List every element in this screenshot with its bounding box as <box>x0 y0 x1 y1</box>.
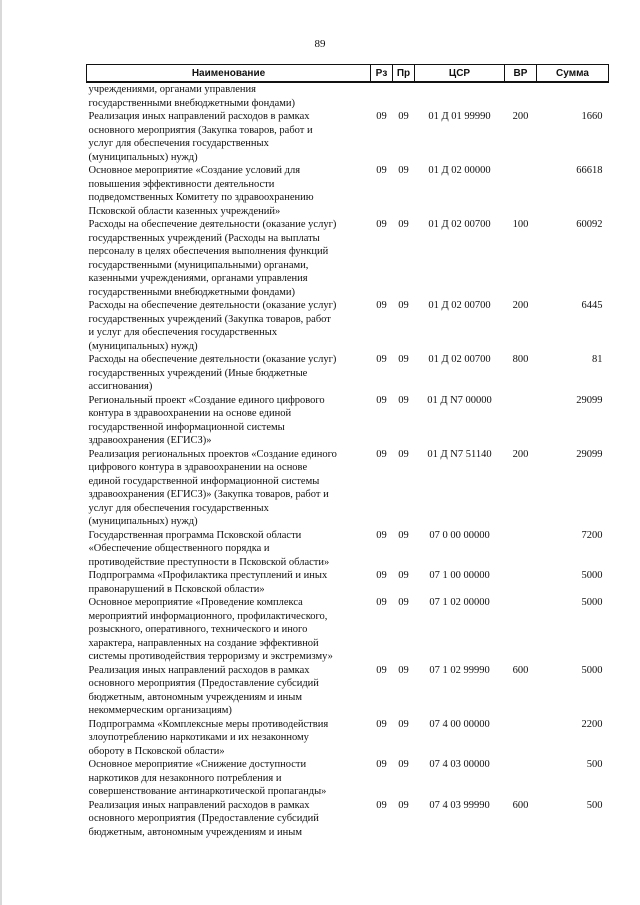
table-body <box>87 82 609 839</box>
header-rz: Рз <box>371 65 393 83</box>
cell-pr: 09 <box>398 300 409 311</box>
cell-csr: 07 4 00 00000 <box>429 718 490 730</box>
cell-sum: 29099 <box>576 448 603 460</box>
cell-name: Расходы на обеспечение деятельности (оказание услуг) государственных учреждений (Расходы на выплаты персоналу в целях обеспечения выполнения функций государственными (муниципальными) органами, казенными учреждениями, органами управления государственными внебюджетными фондами) <box>88 219 337 298</box>
table-row <box>87 596 609 664</box>
cell-pr: 09 <box>398 394 409 406</box>
cell-vr: 200 <box>512 448 529 460</box>
cell-name: Основное мероприятие «Создание условий для повышения эффективности деятельности подведомственных Комитету по здравоохранению Псковской области казенных учреждений» <box>88 165 314 217</box>
cell-vr <box>505 164 537 218</box>
cell-vr <box>505 82 537 110</box>
cell-pr: 09 <box>398 597 409 608</box>
cell-rz <box>371 82 393 110</box>
cell-sum: 5000 <box>581 664 603 676</box>
page-number: 89 <box>314 38 326 50</box>
cell-name: Основное мероприятие «Снижение доступности наркотиков для незаконного потребления и совершенствование антинаркотической пропаганды» <box>88 759 327 797</box>
table-row <box>87 718 609 759</box>
cell-vr <box>505 394 537 448</box>
cell-rz: 09 <box>376 394 387 406</box>
cell-sum: 6445 <box>581 300 603 311</box>
cell-name: Основное мероприятие «Проведение комплекса мероприятий информационного, профилактического, розыскного, оперативного, технического и иного характера, направленных на создание эффективной системы противодействия терроризму и экстремизму» <box>88 597 333 662</box>
cell-vr <box>505 758 537 799</box>
cell-csr: 07 1 02 99990 <box>429 664 490 676</box>
cell-rz: 09 <box>376 219 387 230</box>
cell-rz: 09 <box>376 799 387 811</box>
cell-vr: 600 <box>512 664 529 676</box>
cell-csr: 01 Д 02 00700 <box>428 300 491 311</box>
cell-rz: 09 <box>376 570 387 581</box>
cell-vr: 600 <box>512 799 529 811</box>
cell-sum: 5000 <box>581 597 603 608</box>
header-pr: Пр <box>393 65 415 83</box>
table-row <box>87 448 609 529</box>
cell-pr: 09 <box>398 219 409 230</box>
cell-csr: 01 Д N7 00000 <box>427 394 492 406</box>
table-row <box>87 569 609 596</box>
cell-vr: 200 <box>512 300 529 311</box>
cell-name: учреждениями, органами управления государственными внебюджетными фондами) <box>88 84 296 109</box>
table-row <box>87 664 609 718</box>
header-vr: ВР <box>505 65 537 83</box>
cell-rz: 09 <box>376 529 387 541</box>
table-row <box>87 110 609 164</box>
cell-pr: 09 <box>398 664 409 676</box>
cell-rz: 09 <box>376 111 387 122</box>
cell-pr: 09 <box>398 354 409 365</box>
cell-vr <box>505 529 537 570</box>
cell-csr: 07 4 03 00000 <box>429 759 490 770</box>
cell-sum: 7200 <box>581 529 603 541</box>
table-row <box>87 82 609 110</box>
cell-sum: 5000 <box>581 570 603 581</box>
cell-csr: 07 0 00 00000 <box>429 529 490 541</box>
cell-csr: 01 Д 02 00700 <box>428 219 491 230</box>
table-row <box>87 299 609 353</box>
cell-name: Реализация региональных проектов «Создание единого цифрового контура в здравоохранении на основе единой государственной информационной системы здравоохранения (ЕГИСЗ)» (Закупка товаров, работ и услуг для обеспечения государственных (муниципальных) нужд) <box>88 448 337 527</box>
header-name: Наименование <box>87 65 371 83</box>
cell-pr: 09 <box>398 759 409 770</box>
cell-rz: 09 <box>376 165 387 176</box>
table-row <box>87 529 609 570</box>
cell-name: Расходы на обеспечение деятельности (оказание услуг) государственных учреждений (Иные бюджетные ассигнования) <box>88 354 337 392</box>
cell-pr: 09 <box>398 570 409 581</box>
cell-name: Расходы на обеспечение деятельности (оказание услуг) государственных учреждений (Закупка товаров, работ и услуг для обеспечения государственных (муниципальных) нужд) <box>88 300 337 352</box>
cell-sum: 29099 <box>576 394 603 406</box>
cell-vr: 200 <box>512 111 529 122</box>
cell-sum <box>537 82 609 110</box>
table-row <box>87 799 609 840</box>
page-edge <box>0 0 2 905</box>
cell-pr: 09 <box>398 799 409 811</box>
cell-vr <box>505 569 537 596</box>
cell-name: Региональный проект «Создание единого цифрового контура в здравоохранении на основе единой государственной информационной системы здравоохранения (ЕГИСЗ)» <box>88 394 325 446</box>
table-row <box>87 218 609 299</box>
header-sum: Сумма <box>537 65 609 83</box>
cell-name: Подпрограмма «Профилактика преступлений и иных правонарушений в Псковской области» <box>88 570 328 595</box>
cell-rz: 09 <box>376 354 387 365</box>
cell-csr: 07 4 03 99990 <box>429 799 490 811</box>
table-header-row <box>87 65 609 83</box>
cell-pr: 09 <box>398 165 409 176</box>
cell-name: Подпрограмма «Комплексные меры противодействия злоупотреблению наркотиками и их незаконному обороту в Псковской области» <box>88 718 329 757</box>
cell-rz: 09 <box>376 664 387 676</box>
cell-sum: 60092 <box>576 219 603 230</box>
cell-pr: 09 <box>398 111 409 122</box>
cell-sum: 1660 <box>581 111 603 122</box>
cell-rz: 09 <box>376 597 387 608</box>
cell-rz: 09 <box>376 759 387 770</box>
cell-rz: 09 <box>376 448 387 460</box>
cell-csr: 01 Д N7 51140 <box>427 448 492 460</box>
cell-name: Государственная программа Псковской области «Обеспечение общественного порядка и противодействие преступности в Псковской области» <box>88 529 330 568</box>
cell-sum: 66618 <box>576 165 603 176</box>
cell-pr <box>393 82 415 110</box>
cell-sum: 81 <box>592 354 603 365</box>
cell-csr: 01 Д 01 99990 <box>428 111 491 122</box>
table-row <box>87 758 609 799</box>
table-row <box>87 353 609 394</box>
cell-csr <box>415 82 505 110</box>
cell-name: Реализация иных направлений расходов в рамках основного мероприятия (Предоставление субсидий бюджетным, автономным учреждениям и иным <box>88 799 319 838</box>
cell-name: Реализация иных направлений расходов в рамках основного мероприятия (Предоставление субсидий бюджетным, автономным учреждениям и иным некоммерческим организациям) <box>88 664 319 716</box>
cell-pr: 09 <box>398 448 409 460</box>
cell-rz: 09 <box>376 300 387 311</box>
table-row <box>87 164 609 218</box>
cell-rz: 09 <box>376 718 387 730</box>
header-csr: ЦСР <box>415 65 505 83</box>
cell-pr: 09 <box>398 718 409 730</box>
cell-pr: 09 <box>398 529 409 541</box>
cell-sum: 500 <box>586 759 603 770</box>
cell-vr <box>505 718 537 759</box>
cell-name: Реализация иных направлений расходов в рамках основного мероприятия (Закупка товаров, работ и услуг для обеспечения государственных (муниципальных) нужд) <box>88 111 313 163</box>
cell-vr <box>505 596 537 664</box>
cell-vr: 800 <box>512 354 529 365</box>
cell-sum: 500 <box>586 799 603 811</box>
table-row <box>87 394 609 448</box>
budget-table <box>86 64 609 839</box>
cell-csr: 01 Д 02 00000 <box>428 165 491 176</box>
cell-csr: 01 Д 02 00700 <box>428 354 491 365</box>
cell-csr: 07 1 02 00000 <box>429 597 490 608</box>
cell-vr: 100 <box>512 219 529 230</box>
cell-sum: 2200 <box>581 718 603 730</box>
cell-csr: 07 1 00 00000 <box>429 570 490 581</box>
